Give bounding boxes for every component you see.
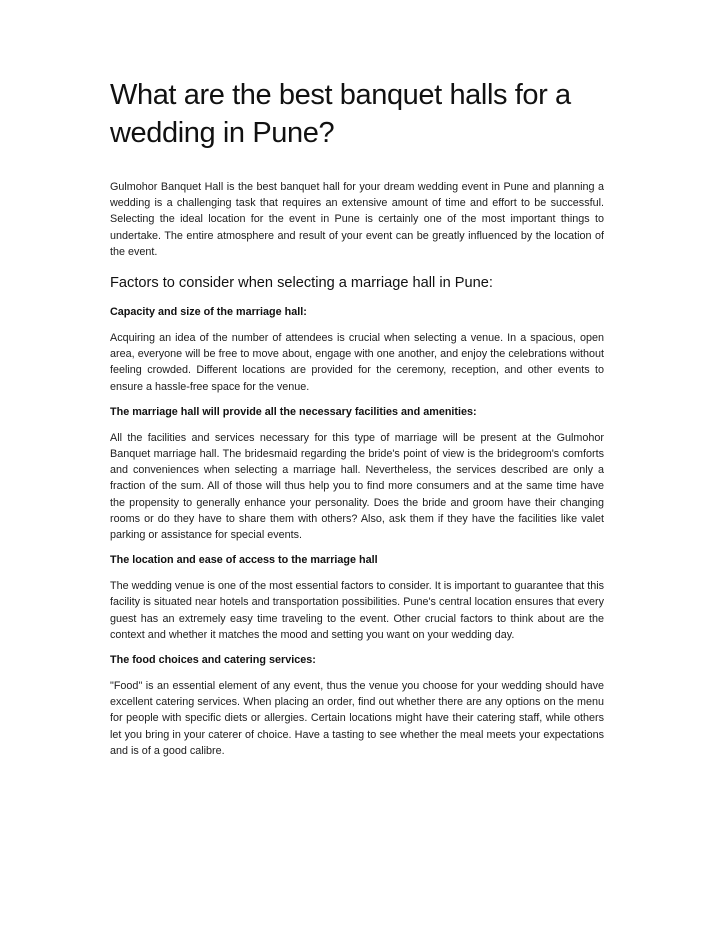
section-facilities <box>110 404 604 543</box>
section-heading: Capacity and size of the marriage hall: <box>110 306 307 319</box>
intro-paragraph: Gulmohor Banquet Hall is the best banquet hall for your dream wedding event in Pune and planning a wedding is a challenging task that requires an extensive amount of time and effort to be successful. Selecting the ideal location for the event in Pune is certainly one of the most important things to undertake. The entire atmosphere and result of your event can be greatly influenced by the location of the event. <box>110 181 604 258</box>
section-food <box>110 652 604 759</box>
section-heading: The food choices and catering services: <box>110 654 316 667</box>
section-body: All the facilities and services necessary for this type of marriage will be present at the Gulmohor Banquet marriage hall. The bridesmaid regarding the bride's point of view is the bridegroom's comforts and conveniences when selecting a marriage hall. Nevertheless, the services described are only a fraction of the sum. All of those will thus help you to find more consumers and at the same time have the propensity to generally enhance your personality. Does the bride and groom have their changing rooms or do they have to share them with others? Also, ask them if they have the facilities like valet parking or assistance for special events. <box>110 431 604 542</box>
section-body: The wedding venue is one of the most essential factors to consider. It is important to guarantee that this facility is situated near hotels and transportation possibilities. Pune's central location ensures that every guest has an extremely easy time traveling to the event. Other crucial factors to think about are the context and whether it matches the mood and setting you want on your wedding day. <box>110 580 604 641</box>
page-title: What are the best banquet halls for a wedding in Pune? <box>110 79 571 149</box>
section-body: "Food" is an essential element of any event, thus the venue you choose for your wedding should have excellent catering services. When placing an order, find out whether there are any options on the menu for people with specific diets or allergies. Certain locations might have their catering staff, while others let you bring in your caterer of choice. Have a tasting to see whether the meal meets your expectations and is of a good calibre. <box>110 680 604 757</box>
section-heading: The marriage hall will provide all the necessary facilities and amenities: <box>110 405 477 418</box>
section-capacity <box>110 304 604 395</box>
section-body: Acquiring an idea of the number of attendees is crucial when selecting a venue. In a spacious, open area, everyone will be free to move about, engage with one another, and enjoy the celebrations without feeling crowded. Different locations are provided for the ceremony, reception, and other events to ensure a hassle-free space for the venue. <box>110 332 604 393</box>
factors-heading: Factors to consider when selecting a marriage hall in Pune: <box>110 275 493 292</box>
document-page <box>110 76 604 768</box>
section-heading: The location and ease of access to the marriage hall <box>110 554 378 567</box>
section-location <box>110 552 604 643</box>
